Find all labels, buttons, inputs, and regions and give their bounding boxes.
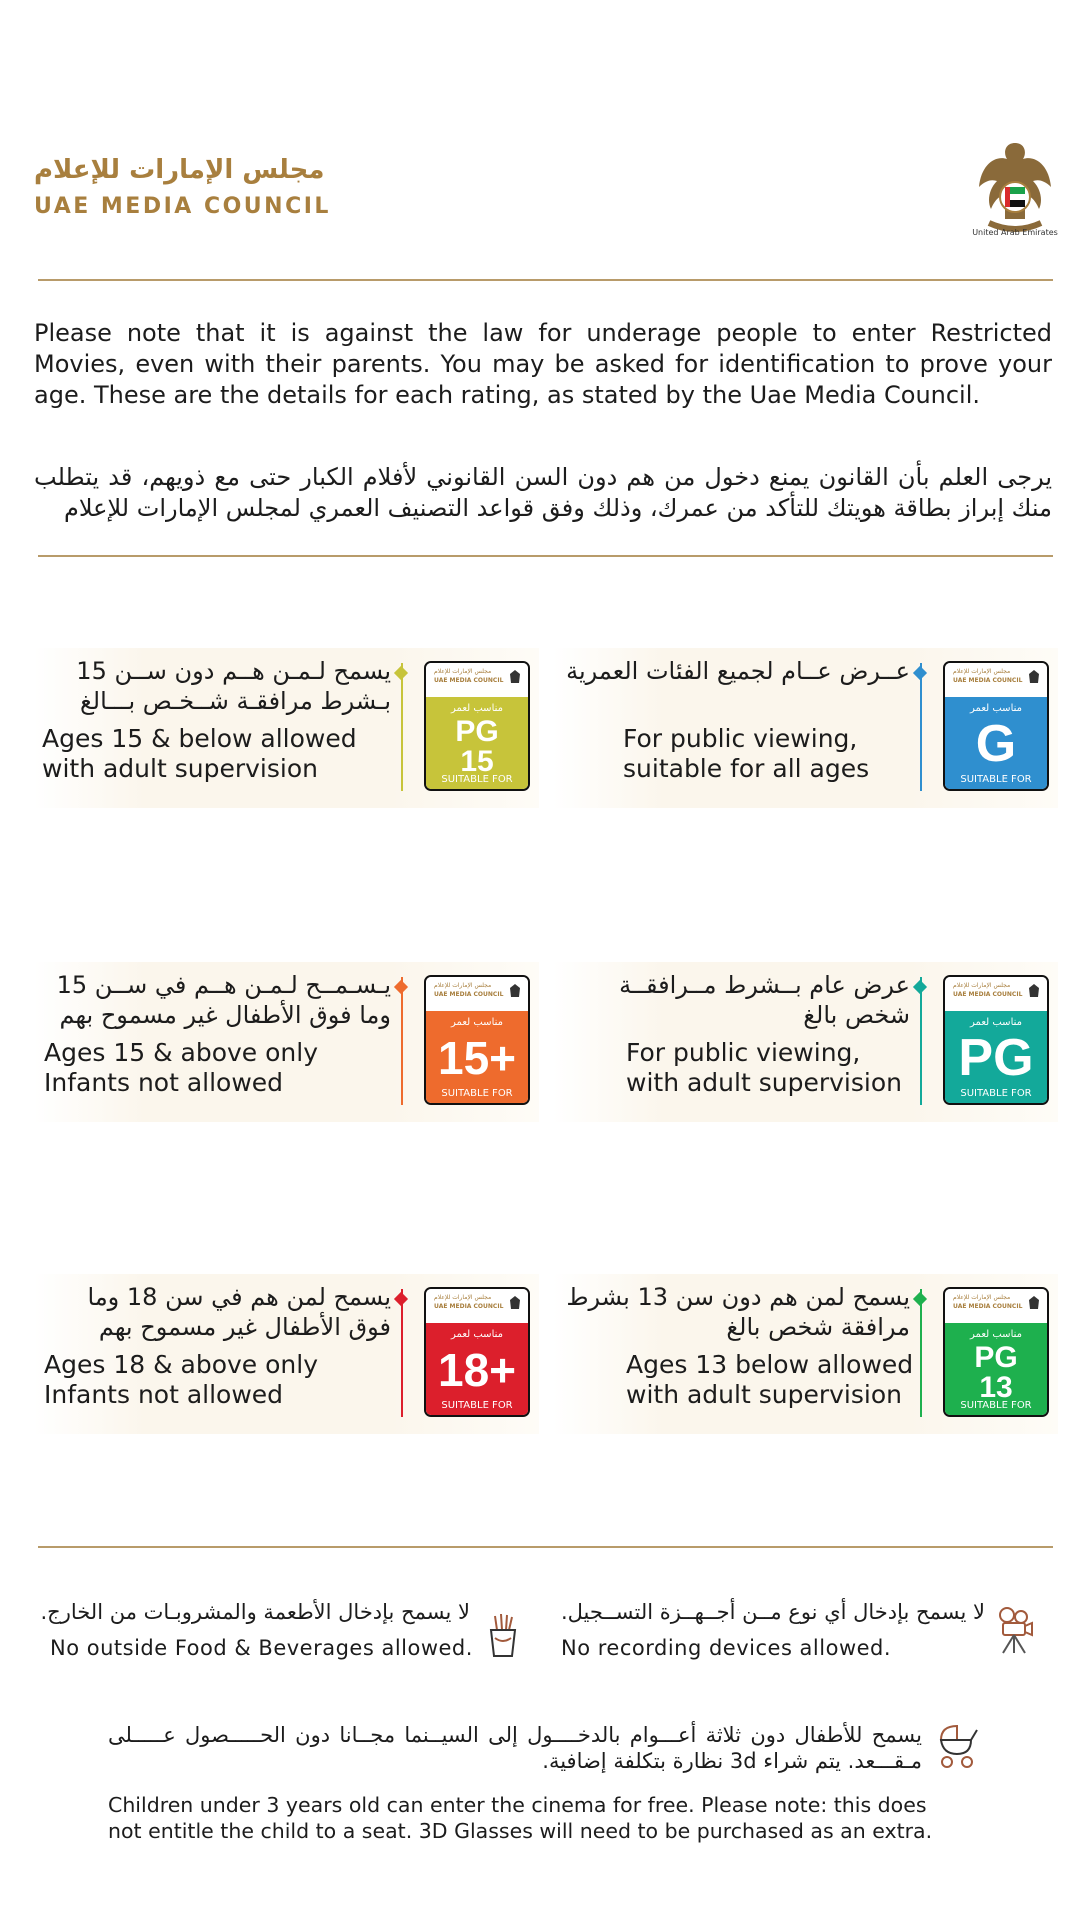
notice-food-english: No outside Food & Beverages allowed.	[50, 1636, 473, 1660]
badge-header-ar: مجلس الإمارات للإعلام	[434, 1294, 492, 1301]
rating-pg-line1: For public viewing,	[626, 1038, 861, 1067]
divider-bottom	[38, 1546, 1053, 1548]
rating-g-diamond	[913, 666, 927, 680]
rating-card-pg13	[553, 1274, 1058, 1434]
badge-header-en: UAE MEDIA COUNCIL	[953, 1303, 1023, 1310]
badge-g-code: G	[975, 715, 1017, 773]
badge-header-en: UAE MEDIA COUNCIL	[953, 677, 1023, 684]
badge-header-en: UAE MEDIA COUNCIL	[953, 991, 1023, 998]
rating-15plus-line1: Ages 15 & above only	[44, 1038, 319, 1067]
rating-pg15-divider	[401, 663, 403, 791]
divider-top	[38, 279, 1053, 281]
rating-pg-line2: with adult supervision	[626, 1068, 902, 1097]
badge-header-en: UAE MEDIA COUNCIL	[434, 1303, 504, 1310]
rating-15plus-arabic: يـسـمــح لـمـن هــم في ســن 15 وما فوق الأطفال غير مسموح بهم	[56, 971, 391, 1029]
movie-camera-icon	[995, 1605, 1035, 1655]
rating-card-18plus	[34, 1274, 539, 1434]
rating-pg13-diamond	[913, 1292, 927, 1306]
badge-suitable-en: SUITABLE FOR	[441, 774, 513, 785]
rating-15plus-divider	[401, 977, 403, 1105]
badge-header-en: UAE MEDIA COUNCIL	[434, 677, 504, 684]
badge-pg13-code-line1: PG	[974, 1341, 1018, 1374]
rating-card-15plus	[34, 962, 539, 1122]
rating-pg-arabic: عرض عام بــشرط مــرافقــة شخص بالغ	[619, 971, 910, 1029]
badge-pg13	[943, 1287, 1049, 1417]
rating-pg13-line1: Ages 13 below allowed	[626, 1350, 914, 1379]
divider-middle	[38, 555, 1053, 557]
rating-g-line2: suitable for all ages	[623, 754, 870, 783]
badge-suitable-ar: مناسب لعمر	[970, 1329, 1022, 1340]
rating-18plus-english	[44, 1350, 394, 1410]
rating-pg-english	[626, 1038, 976, 1098]
rating-18plus-line1: Ages 18 & above only	[44, 1350, 319, 1379]
rating-18plus-arabic: يسمح لمن هم في سن 18 وما فوق الأطفال غير مسموح بهم	[87, 1283, 391, 1341]
badge-18plus	[424, 1287, 530, 1417]
rating-15plus-diamond	[394, 980, 408, 994]
mini-emblem-icon	[508, 1295, 522, 1311]
badge-suitable-ar: مناسب لعمر	[451, 703, 503, 714]
badge-suitable-en: SUITABLE FOR	[441, 1400, 513, 1411]
badge-header-en: UAE MEDIA COUNCIL	[434, 991, 504, 998]
rating-g-divider	[920, 663, 922, 791]
badge-pg	[943, 975, 1049, 1105]
rating-pg15-english	[42, 724, 392, 784]
rating-pg15-arabic: يسمح لـمـن هــم دون ســن 15 بـشرط مرافقـة شــخـص بـــالغ	[76, 657, 391, 715]
mini-emblem-icon	[1027, 983, 1041, 999]
badge-header-ar: مجلس الإمارات للإعلام	[953, 982, 1011, 989]
mini-emblem-icon	[508, 669, 522, 685]
rating-pg15-line2: with adult supervision	[42, 754, 318, 783]
notice-recording-arabic: لا يسمح بإدخال أي نوع مــن أجــهــزة التســجيل.	[560, 1600, 985, 1624]
badge-pg15-code-line2: 15	[460, 745, 494, 778]
intro-arabic: يرجى العلم بأن القانون يمنع دخول من هم دون السن القانوني لأفلام الكبار حتى مع ذويهم، قد يتطلب منك إبراز بطاقة هويتك للتأكد من عمرك، وذلك وفق قواعد التصنيف العمري لمجلس الإمارات للإعلام	[34, 463, 1052, 522]
badge-pg13-code-line2: 13	[979, 1371, 1013, 1404]
badge-header-ar: مجلس الإمارات للإعلام	[953, 668, 1011, 675]
badge-15plus-code: 15+	[437, 1032, 517, 1084]
badge-suitable-en: SUITABLE FOR	[441, 1088, 513, 1099]
emblem-caption: United Arab Emirates	[972, 228, 1058, 237]
rating-pg15-line1: Ages 15 & below allowed	[42, 724, 357, 753]
badge-suitable-ar: مناسب لعمر	[970, 703, 1022, 714]
notice-recording-english: No recording devices allowed.	[561, 1636, 892, 1660]
badge-suitable-en: SUITABLE FOR	[960, 1088, 1032, 1099]
fries-cup-icon	[487, 1612, 519, 1658]
badge-suitable-ar: مناسب لعمر	[451, 1329, 503, 1340]
rating-pg13-arabic: يسمح لمن هم دون سن 13 بشرط مرافقة شخص بالغ	[566, 1283, 910, 1341]
rating-18plus-diamond	[394, 1292, 408, 1306]
notice-kids-arabic: يسمح للأطفال دون ثلاثة أعـــوام بالدخــــول إلى السيــنما مجــانا دون الحـــــصول عـــــلى مـقـــعد. يتم شراء 3d نظارة بتكلفة إضافية.	[108, 1723, 922, 1773]
badge-pg15-code-line1: PG	[455, 715, 499, 748]
rating-pg13-line2: with adult supervision	[626, 1380, 902, 1409]
rating-g-arabic: عــرض عــام لجميع الفئات العمرية	[566, 657, 910, 685]
badge-suitable-en: SUITABLE FOR	[960, 774, 1032, 785]
notice-kids-english: Children under 3 years old can enter the cinema for free. Please note: this does not entitle the child to a seat. 3D Glasses will need to be purchased as an extra.	[108, 1793, 933, 1843]
rating-card-pg15	[34, 648, 539, 808]
rating-card-pg	[553, 962, 1058, 1122]
rating-pg-diamond	[913, 980, 927, 994]
rating-pg-divider	[920, 977, 922, 1105]
rating-g-line1: For public viewing,	[623, 724, 858, 753]
badge-suitable-ar: مناسب لعمر	[970, 1017, 1022, 1028]
badge-g	[943, 661, 1049, 791]
rating-15plus-line2: Infants not allowed	[44, 1068, 284, 1097]
badge-header-ar: مجلس الإمارات للإعلام	[953, 1294, 1011, 1301]
badge-suitable-ar: مناسب لعمر	[451, 1017, 503, 1028]
rating-15plus-english	[44, 1038, 394, 1098]
badge-pg-code: PG	[958, 1029, 1034, 1087]
badge-pg15	[424, 661, 530, 791]
mini-emblem-icon	[1027, 669, 1041, 685]
badge-pg13-code	[945, 1343, 1047, 1403]
rating-pg13-english	[626, 1350, 976, 1410]
stroller-icon	[935, 1722, 981, 1770]
intro-english: Please note that it is against the law for underage people to enter Restricted Movies, even with their parents. You may be asked for identification to prove your age. These are the details for each rating, as stated by the Uae Media Council.	[34, 319, 1052, 409]
badge-suitable-en: SUITABLE FOR	[960, 1400, 1032, 1411]
org-name-arabic: مجلس الإمارات للإعلام	[34, 155, 325, 185]
rating-18plus-line2: Infants not allowed	[44, 1380, 284, 1409]
rating-18plus-divider	[401, 1289, 403, 1417]
badge-header-ar: مجلس الإمارات للإعلام	[434, 982, 492, 989]
mini-emblem-icon	[1027, 1295, 1041, 1311]
notice-food-arabic: لا يسمح بإدخال الأطعمة والمشروبـات من الخارج.	[40, 1600, 470, 1624]
org-name-english: UAE MEDIA COUNCIL	[34, 194, 331, 219]
rating-pg15-diamond	[394, 666, 408, 680]
mini-emblem-icon	[508, 983, 522, 999]
rating-card-g	[553, 648, 1058, 808]
badge-15plus	[424, 975, 530, 1105]
badge-header-ar: مجلس الإمارات للإعلام	[434, 668, 492, 675]
badge-pg15-code	[426, 717, 528, 777]
rating-pg13-divider	[920, 1289, 922, 1417]
badge-18plus-code: 18+	[437, 1344, 517, 1396]
